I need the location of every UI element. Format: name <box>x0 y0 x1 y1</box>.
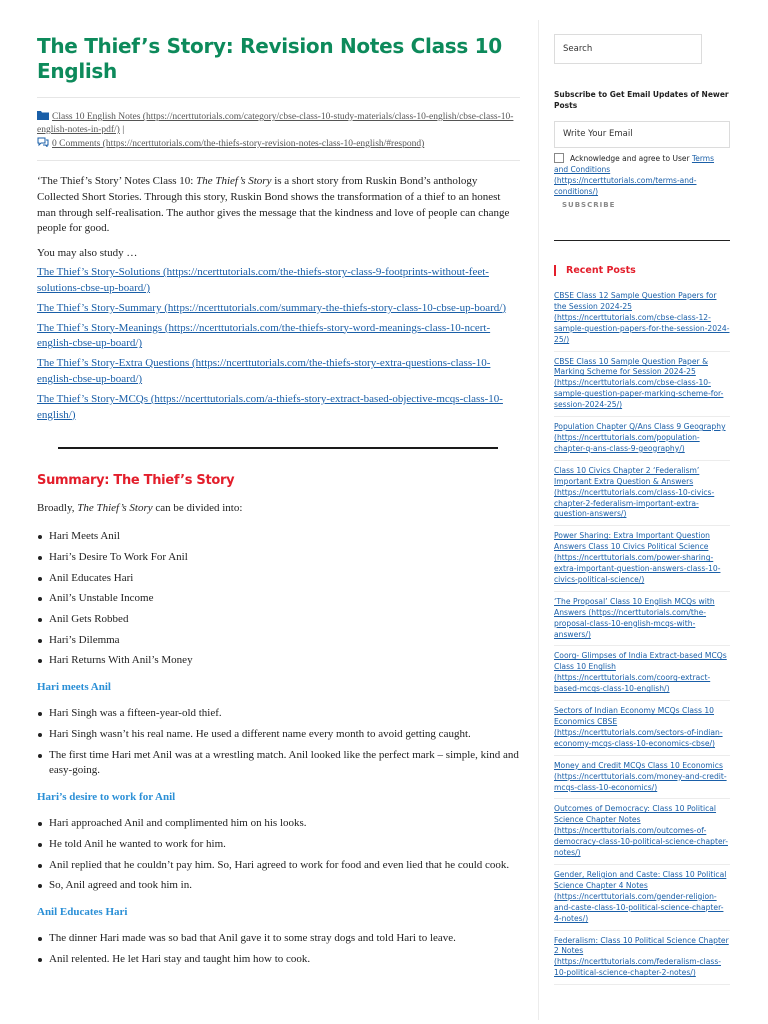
recent-post-link[interactable]: Population Chapter Q/Ans Class 9 Geography (https://ncerttutorials.com/population-chapter-q-ans-class-9-geography/) <box>554 422 726 453</box>
list-item: Hari approached Anil and complimented him on his looks. <box>37 816 520 832</box>
intro-italic: The Thief’s Story <box>196 175 272 187</box>
section-list-haris-desire <box>37 816 520 894</box>
section-heading-anil-educates-hari: Anil Educates Hari <box>37 906 128 919</box>
recent-post-link[interactable]: Money and Credit MCQs Class 10 Economics (https://ncerttutorials.com/money-and-credit-mcqs-class-10-economics/) <box>554 760 727 792</box>
list-item: Hari Meets Anil <box>37 529 520 545</box>
recent-post-link[interactable]: Sectors of Indian Economy MCQs Class 10 Economics CBSE (https://ncerttutorials.com/sectors-of-indian-economy-mcqs-class-10-economics-cbse/) <box>554 706 723 748</box>
list-item: The first time Hari met Anil was at a wrestling match. Anil looked like the perfect mark – simple, kind and easy-going. <box>37 748 520 780</box>
heading-accent-bar <box>554 265 556 276</box>
list-item: So, Anil agreed and took him in. <box>37 878 520 894</box>
list-item <box>554 291 730 352</box>
related-link-meanings[interactable]: The Thief’s Story-Meanings (https://ncerttutorials.com/the-thiefs-story-word-meanings-class-10-ncert-english-cbse-up-board/) <box>37 321 491 350</box>
recent-post-link[interactable]: CBSE Class 10 Sample Question Paper & Marking Scheme for Session 2024-25 (https://ncerttutorials.com/cbse-class-10-sample-question-paper-marking-scheme-for-session-2024-25/) <box>554 356 724 410</box>
list-item: The dinner Hari made was so bad that Anil gave it to some stray dogs and told Hari to leave. <box>37 931 520 947</box>
recent-posts-title: Recent Posts <box>566 265 636 276</box>
post-meta <box>37 110 520 151</box>
sidebar <box>554 34 730 990</box>
recent-post-link[interactable]: CBSE Class 12 Sample Question Papers for the Session 2024-25 (https://ncerttutorials.com/cbse-class-12-sample-question-papers-for-the-session-2024-25/) <box>554 291 730 344</box>
list-item <box>554 761 730 800</box>
summary-heading: Summary: The Thief’s Story <box>37 473 235 489</box>
list-item <box>554 466 730 527</box>
related-link-mcqs[interactable]: The Thief’s Story-MCQs (https://ncerttutorials.com/a-thiefs-story-extract-based-objective-mcqs-class-10-english/) <box>37 392 503 421</box>
section-heading-haris-desire: Hari’s desire to work for Anil <box>37 791 176 804</box>
section-list-anil-educates-hari <box>37 931 520 967</box>
list-item <box>554 936 730 986</box>
list-item <box>554 422 730 461</box>
page-title: The Thief’s Story: Revision Notes Class 10 English <box>37 34 502 83</box>
related-link-solutions[interactable]: The Thief’s Story-Solutions (https://ncerttutorials.com/the-thiefs-story-class-9-footprints-without-feet-solutions-cbse-up-board/) <box>37 266 489 294</box>
related-link-extra-questions[interactable]: The Thief’s Story-Extra Questions (https://ncerttutorials.com/the-thiefs-story-extra-questions-class-10-english-cbse-up-board/) <box>37 357 491 385</box>
agree-checkbox[interactable] <box>554 153 564 163</box>
list-item <box>554 651 730 701</box>
list-item: He told Anil he wanted to work for him. <box>37 837 520 853</box>
list-item: Anil’s Unstable Income <box>37 591 520 607</box>
intro-paragraph <box>37 174 520 237</box>
article <box>37 34 520 972</box>
terms-link[interactable]: Terms and Conditions (https://ncerttutorials.com/terms-and-conditions/) <box>554 154 715 196</box>
list-item: Anil Educates Hari <box>37 571 520 587</box>
list-item: Hari’s Desire To Work For Anil <box>37 550 520 566</box>
sidebar-divider-line <box>554 240 730 241</box>
agree-label: Acknowledge and agree to User <box>570 154 692 163</box>
section-list-hari-meets-anil <box>37 706 520 779</box>
section-heading-hari-meets-anil: Hari meets Anil <box>37 681 111 694</box>
recent-post-link[interactable]: Outcomes of Democracy: Class 10 Political Science Chapter Notes (https://ncerttutorials.com/outcomes-of-democracy-class-10-political-science-chapter-notes/) <box>554 804 729 858</box>
recent-post-link[interactable]: Gender, Religion and Caste: Class 10 Political Science Chapter 4 Notes (https://ncerttutorials.com/gender-religion-and-caste-class-10-political-science-chapter-4-notes/) <box>554 869 727 923</box>
title-divider <box>37 97 520 98</box>
broadly-text-1: Broadly, <box>37 502 78 515</box>
list-item: Hari Singh was a fifteen-year-old thief. <box>37 706 520 722</box>
subscribe-description: Subscribe to Get Email Updates of Newer Posts <box>554 90 729 110</box>
recent-posts-heading <box>554 265 730 276</box>
meta-separator: | <box>122 125 125 135</box>
related-link-summary[interactable]: The Thief’s Story-Summary (https://ncerttutorials.com/summary-the-thiefs-story-class-10-cbse-up-board/) <box>37 301 507 314</box>
list-item <box>554 706 730 756</box>
broadly-paragraph <box>37 501 520 516</box>
search-input[interactable]: Search <box>554 34 702 64</box>
subscribe-button[interactable]: SUBSCRIBE <box>562 201 616 209</box>
list-item: Anil Gets Robbed <box>37 612 520 628</box>
list-item: Hari’s Dilemma <box>37 633 520 649</box>
broadly-text-2: can be divided into: <box>152 502 243 515</box>
folder-icon <box>37 110 49 120</box>
comments-icon <box>37 137 49 147</box>
list-item: Anil replied that he couldn’t pay him. So, Hari agreed to work for food and even lied that he could cook. <box>37 858 520 874</box>
also-study-label: You may also study … <box>37 247 138 260</box>
meta-divider <box>37 160 520 161</box>
section-divider <box>58 447 498 449</box>
terms-agreement <box>554 153 730 197</box>
recent-post-link[interactable]: Power Sharing: Extra Important Question Answers Class 10 Civics Political Science (https://ncerttutorials.com/power-sharing-extra-important-question-answers-class-10-civics-political-science/) <box>554 531 721 584</box>
list-item <box>554 357 730 418</box>
sidebar-divider <box>538 20 539 1020</box>
recent-post-link[interactable]: Coorg- Glimpses of India Extract-based MCQs Class 10 English (https://ncerttutorials.com/coorg-extract-based-mcqs-class-10-english/) <box>554 651 727 694</box>
comments-link[interactable]: 0 Comments (https://ncerttutorials.com/the-thiefs-story-revision-notes-class-10-english/#respond) <box>52 139 425 149</box>
email-field[interactable]: Write Your Email <box>554 121 730 148</box>
list-item <box>554 804 730 865</box>
list-item: Anil relented. He let Hari stay and taught him how to cook. <box>37 952 520 968</box>
category-row <box>37 110 520 137</box>
recent-posts-list <box>554 291 730 985</box>
related-links <box>37 265 520 423</box>
recent-post-link[interactable]: Federalism: Class 10 Political Science Chapter 2 Notes (https://ncerttutorials.com/federalism-class-10-political-science-chapter-2-notes/) <box>554 935 729 978</box>
comments-row <box>37 137 520 151</box>
list-item <box>554 870 730 931</box>
list-item: Hari Singh wasn’t his real name. He used a different name every month to avoid getting caught. <box>37 727 520 743</box>
list-item <box>554 531 730 592</box>
recent-post-link[interactable]: ‘The Proposal’ Class 10 English MCQs with Answers (https://ncerttutorials.com/the-proposal-class-10-english-mcqs-with-answers/) <box>554 596 715 639</box>
parts-list <box>37 529 520 669</box>
broadly-italic: The Thief’s Story <box>77 502 153 515</box>
recent-post-link[interactable]: Class 10 Civics Chapter 2 ‘Federalism’ Important Extra Question & Answers (https://ncerttutorials.com/class-10-civics-chapter-2-federalism-important-extra-question-answers/) <box>554 465 715 519</box>
category-link[interactable]: Class 10 English Notes (https://ncerttutorials.com/category/cbse-class-10-study-materials/class-10-english/cbse-class-10-english-notes-in-pdf/) <box>37 112 514 135</box>
list-item: Hari Returns With Anil’s Money <box>37 653 520 669</box>
list-item <box>554 597 730 647</box>
intro-text-1: ‘The Thief’s Story’ Notes Class 10: <box>37 175 197 187</box>
intro-text-2: is a short story from Ruskin Bond’s anthology Collected Short Stories. Through this story, Ruskin Bond shows the transformation of a thief to an honest man through self-realisation. The author gives the message that the kindness and love of people can change people for good. <box>37 175 510 235</box>
